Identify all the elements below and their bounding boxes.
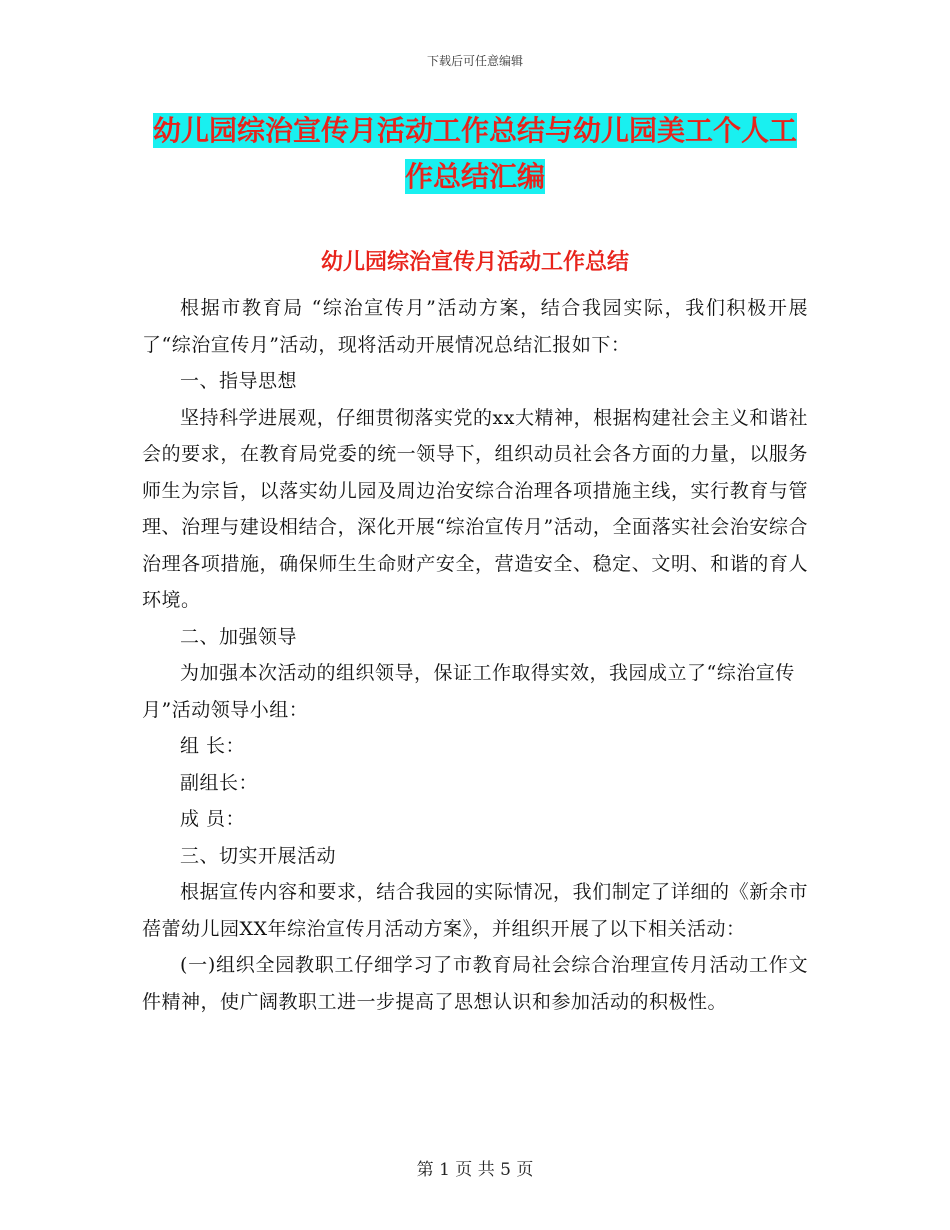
deputy-leader-line: 副组长：: [180, 771, 259, 794]
heading-activities: 三、切实开展活动: [180, 844, 337, 867]
section-title: 幼儿园综治宣传月活动工作总结: [320, 250, 629, 275]
paragraph-guiding-thought: 坚持科学进展观，仔细贯彻落实党的xx大精神，根据构建社会主义和谐社会的要求，在教育局党委的统一领导下，组织动员社会各方面的力量，以服务师生为宗旨，以落实幼儿园及周边治安综合治理各项措施主线，实行教育与管理、治理与建设相结合，深化开展“综治宣传月”活动，全面落实社会治安综合治理各项措施，确保师生生命财产安全，营造安全、稳定、文明、和谐的育人环境。: [142, 406, 808, 611]
paragraph-intro: 根据市教育局 “综治宣传月”活动方案，结合我园实际，我们积极开展了“综治宣传月”活动，现将活动开展情况总结汇报如下：: [142, 297, 808, 356]
heading-guiding-thought: 一、指导思想: [180, 370, 298, 392]
paragraph-activities: 根据宣传内容和要求，结合我园的实际情况，我们制定了详细的《新余市蓓蕾幼儿园XX年综治宣传月活动方案》，并组织开展了以下相关活动：: [142, 881, 808, 940]
paragraph-activity-one: (一)组织全园教职工仔细学习了市教育局社会综合治理宣传月活动工作文件精神，使广阔教职工进一步提高了思想认识和参加活动的积极性。: [142, 954, 808, 1013]
heading-leadership: 二、加强领导: [180, 625, 298, 648]
document-title: [140, 108, 810, 200]
document-body: [142, 290, 808, 1020]
leader-line: 组 长：: [180, 735, 246, 757]
members-line: 成 员：: [180, 808, 246, 830]
paragraph-leadership: 为加强本次活动的组织领导，保证工作取得实效，我园成立了“综治宣传月”活动领导小组：: [142, 662, 795, 721]
document-title-text: 幼儿园综治宣传月活动工作总结与幼儿园美工个人工作总结汇编: [152, 114, 797, 193]
header-note: 下载后可任意编辑: [426, 54, 523, 68]
page-number: 第 1 页 共 5 页: [416, 1160, 534, 1180]
